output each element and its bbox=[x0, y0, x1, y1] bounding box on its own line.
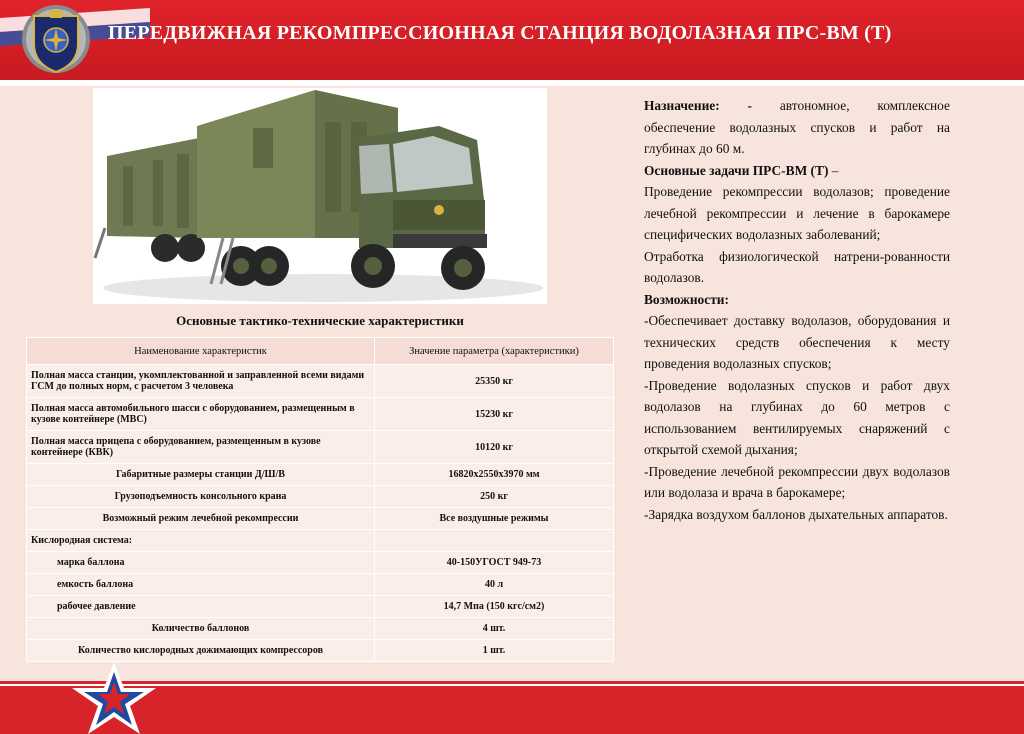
column-header-name: Наименование характеристик bbox=[27, 338, 375, 365]
tasks-text-2: Отработка физиологической натрени-рованности водолазов. bbox=[644, 248, 950, 285]
red-star-icon bbox=[72, 662, 156, 734]
table-row bbox=[27, 618, 614, 640]
row-name: Возможный режим лечебной рекомпрессии bbox=[27, 508, 375, 530]
row-name: Полная масса автомобильного шасси с оборудованием, размещенным в кузове контейнере (МВС) bbox=[27, 398, 375, 431]
row-name: Полная масса станции, укомплектованной и заправленной всеми видами ГСМ до полных норм, с расчетом 3 человека bbox=[27, 365, 375, 398]
row-name: марка баллона bbox=[27, 552, 375, 574]
capabilities-heading bbox=[644, 289, 950, 311]
row-value: 14,7 Мпа (150 кгс/см2) bbox=[375, 596, 614, 618]
description-panel bbox=[644, 95, 950, 525]
row-name: Количество баллонов bbox=[27, 618, 375, 640]
row-value: 15230 кг bbox=[375, 398, 614, 431]
table-row bbox=[27, 431, 614, 464]
column-header-value: Значение параметра (характеристики) bbox=[375, 338, 614, 365]
table-row bbox=[27, 398, 614, 431]
table-row bbox=[27, 596, 614, 618]
row-name: Грузоподъемность консольного крана bbox=[27, 486, 375, 508]
table-title: Основные тактико-технические характеристики bbox=[176, 313, 464, 328]
row-name: Кислородная система: bbox=[27, 530, 375, 552]
row-value: 4 шт. bbox=[375, 618, 614, 640]
page-title: ПЕРЕДВИЖНАЯ РЕКОМПРЕССИОННАЯ СТАНЦИЯ ВОДОЛАЗНАЯ ПРС-ВМ (Т) bbox=[108, 22, 892, 44]
purpose-paragraph bbox=[644, 95, 950, 160]
table-header-row bbox=[27, 338, 614, 365]
table-row bbox=[27, 365, 614, 398]
row-name: Количество кислородных дожимающих компрессоров bbox=[27, 640, 375, 662]
tasks-label: Основные задачи ПРС-ВМ (Т) bbox=[644, 162, 829, 178]
truck-photo-icon bbox=[93, 88, 547, 304]
row-name: Полная масса прицепа с оборудованием, размещенным в кузове контейнере (КВК) bbox=[27, 431, 375, 464]
table-row bbox=[27, 530, 614, 552]
table-row bbox=[27, 486, 614, 508]
row-value: 250 кг bbox=[375, 486, 614, 508]
table-row bbox=[27, 574, 614, 596]
row-value: 40-150УГОСТ 949-73 bbox=[375, 552, 614, 574]
tasks-text: Проведение рекомпрессии водолазов; проведение лечебной рекомпрессии и лечение в барокамере специфических водолазных заболеваний; bbox=[644, 184, 950, 242]
capability-item: -Зарядка воздухом баллонов дыхательных аппаратов. bbox=[644, 506, 948, 522]
row-value: 16820х2550х3970 мм bbox=[375, 464, 614, 486]
table-row bbox=[27, 508, 614, 530]
row-name: рабочее давление bbox=[27, 596, 375, 618]
purpose-text: автономное, комплексное обеспечение водолазных спусков и работ на глубинах до 60 м. bbox=[644, 98, 950, 156]
capability-item: -Обеспечивает доставку водолазов, оборудования и технических средств обеспечения к месту проведения водолазных спусков; bbox=[644, 313, 950, 371]
capability-item: -Проведение лечебной рекомпрессии двух водолазов или водолаза и врача в барокамере; bbox=[644, 463, 950, 500]
table-row bbox=[27, 552, 614, 574]
table-row bbox=[27, 640, 614, 662]
naval-emblem-icon bbox=[20, 2, 92, 76]
row-value: 1 шт. bbox=[375, 640, 614, 662]
row-value: 25350 кг bbox=[375, 365, 614, 398]
specs-table bbox=[26, 337, 614, 662]
row-name: емкость баллона bbox=[27, 574, 375, 596]
purpose-label: Назначение: - bbox=[644, 98, 752, 113]
capability-item: -Проведение водолазных спусков и работ двух водолазов на глубинах до 60 метров с использованием вентилируемых снаряжений с открытой схемой дыхания; bbox=[644, 377, 950, 457]
tasks-heading bbox=[644, 160, 950, 182]
row-value: 40 л bbox=[375, 574, 614, 596]
capabilities-label: Возможности: bbox=[644, 291, 729, 307]
row-name: Габаритные размеры станции Д/Ш/В bbox=[27, 464, 375, 486]
row-value bbox=[375, 530, 614, 552]
tasks-dash: – bbox=[828, 162, 839, 178]
header-divider bbox=[0, 80, 1024, 86]
table-row bbox=[27, 464, 614, 486]
row-value: 10120 кг bbox=[375, 431, 614, 464]
row-value: Все воздушные режимы bbox=[375, 508, 614, 530]
header-band bbox=[0, 0, 1024, 80]
